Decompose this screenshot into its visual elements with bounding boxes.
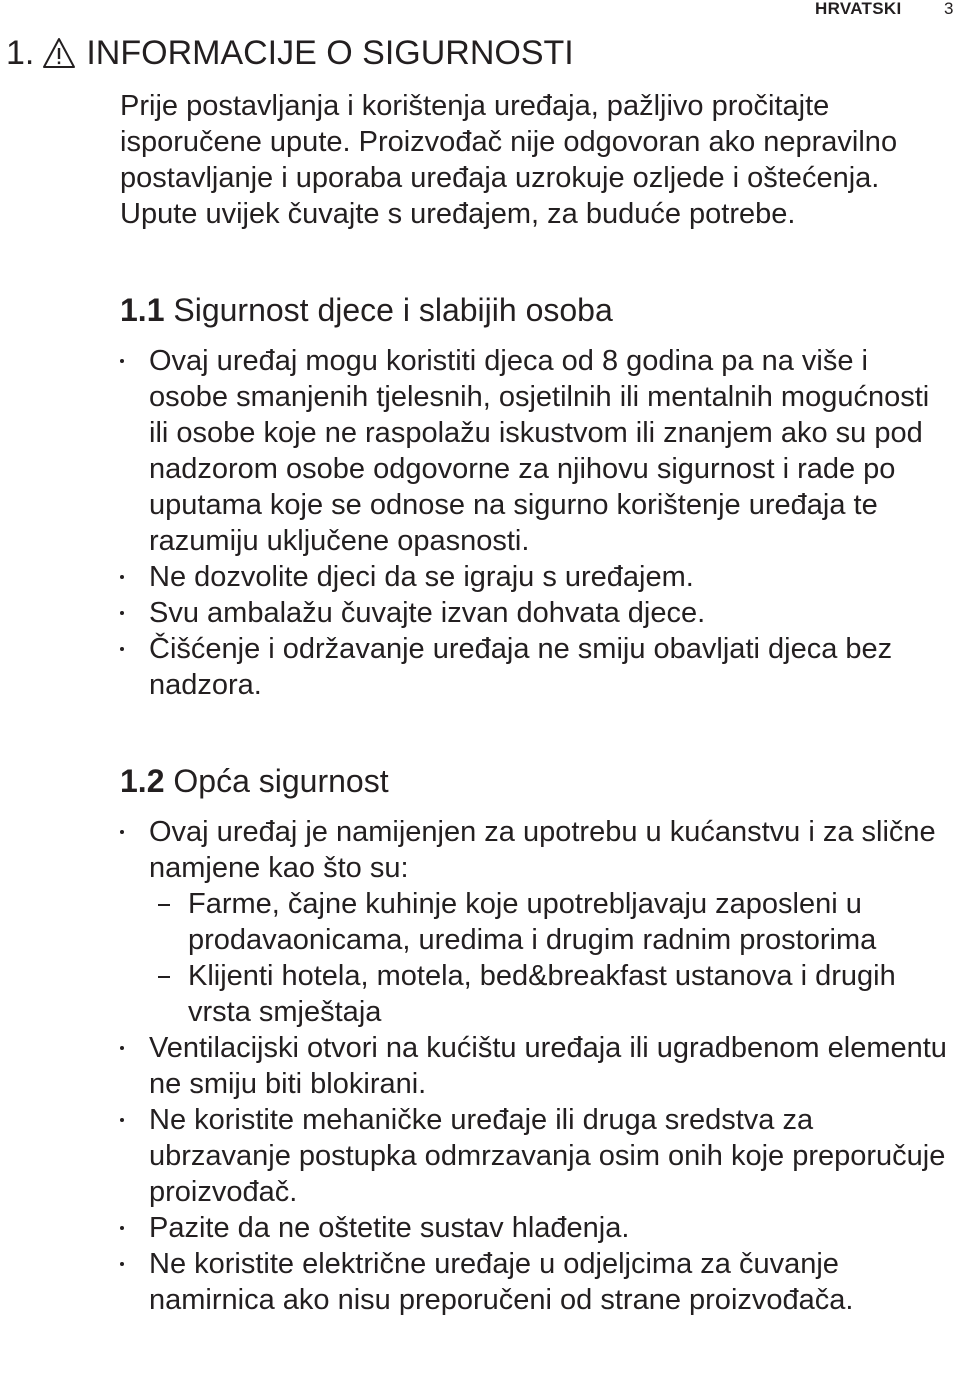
- list-item: [120, 814, 954, 1030]
- chapter-number: 1.: [6, 34, 35, 72]
- section-title: Sigurnost djece i slabijih osoba: [173, 292, 613, 328]
- chapter-title: INFORMACIJE O SIGURNOSTI: [86, 34, 574, 72]
- safety-list-children: [120, 343, 954, 703]
- warning-triangle-icon: [42, 37, 76, 69]
- list-item: Ne koristite mehaničke uređaje ili druga sredstva za ubrzavanje postupka odmrzavanja osim onih koje preporučuje proizvođač.: [120, 1102, 954, 1210]
- list-item: Svu ambalažu čuvajte izvan dohvata djece.: [120, 595, 954, 631]
- sub-list-item: Klijenti hotela, motela, bed&breakfast ustanova i drugih vrsta smještaja: [149, 958, 954, 1030]
- header-language: HRVATSKI: [815, 0, 902, 18]
- list-item: Ne dozvolite djeci da se igraju s uređajem.: [120, 559, 954, 595]
- section-heading-1-2: [120, 762, 389, 800]
- section-heading-1-1: [120, 291, 613, 329]
- list-item-text: Ovaj uređaj je namijenjen za upotrebu u kućanstvu i za slične namjene kao što su:: [149, 816, 936, 884]
- list-item: Ne koristite električne uređaje u odjeljcima za čuvanje namirnica ako nisu preporučeni od strane proizvođača.: [120, 1246, 954, 1318]
- intro-paragraph: Prije postavljanja i korištenja uređaja, pažljivo pročitajte isporučene upute. Proizvođač nije odgovoran ako nepravilno postavljanje i uporaba uređaja uzrokuje ozljede i oštećenja. Upute uvijek čuvajte s uređajem, za buduće potrebe.: [120, 90, 898, 230]
- page-number: 3: [944, 0, 954, 18]
- list-item: Ovaj uređaj mogu koristiti djeca od 8 godina pa na više i osobe smanjenih tjelesnih, osjetilnih ili mentalnih mogućnosti ili osobe koje ne raspolažu iskustvom ili znanjem ako su pod nadzorom osobe odgovorne za njihovu sigurnost i rade po uputama koje se odnose na sigurno korištenje uređaja te razumiju uključene opasnosti.: [120, 343, 954, 559]
- safety-list-general: [120, 814, 954, 1318]
- sub-list-item: Farme, čajne kuhinje koje upotrebljavaju zaposleni u prodavaonicama, uredima i drugim radnim prostorima: [149, 886, 954, 958]
- list-item: Čišćenje i održavanje uređaja ne smiju obavljati djeca bez nadzora.: [120, 631, 954, 703]
- chapter-heading: [6, 33, 574, 73]
- section-number: 1.1: [120, 292, 165, 328]
- list-item: Ventilacijski otvori na kućištu uređaja ili ugradbenom elementu ne smiju biti blokirani.: [120, 1030, 954, 1102]
- list-item: Pazite da ne oštetite sustav hlađenja.: [120, 1210, 954, 1246]
- section-title: Opća sigurnost: [173, 763, 389, 799]
- sub-list: [149, 886, 954, 1030]
- section-number: 1.2: [120, 763, 165, 799]
